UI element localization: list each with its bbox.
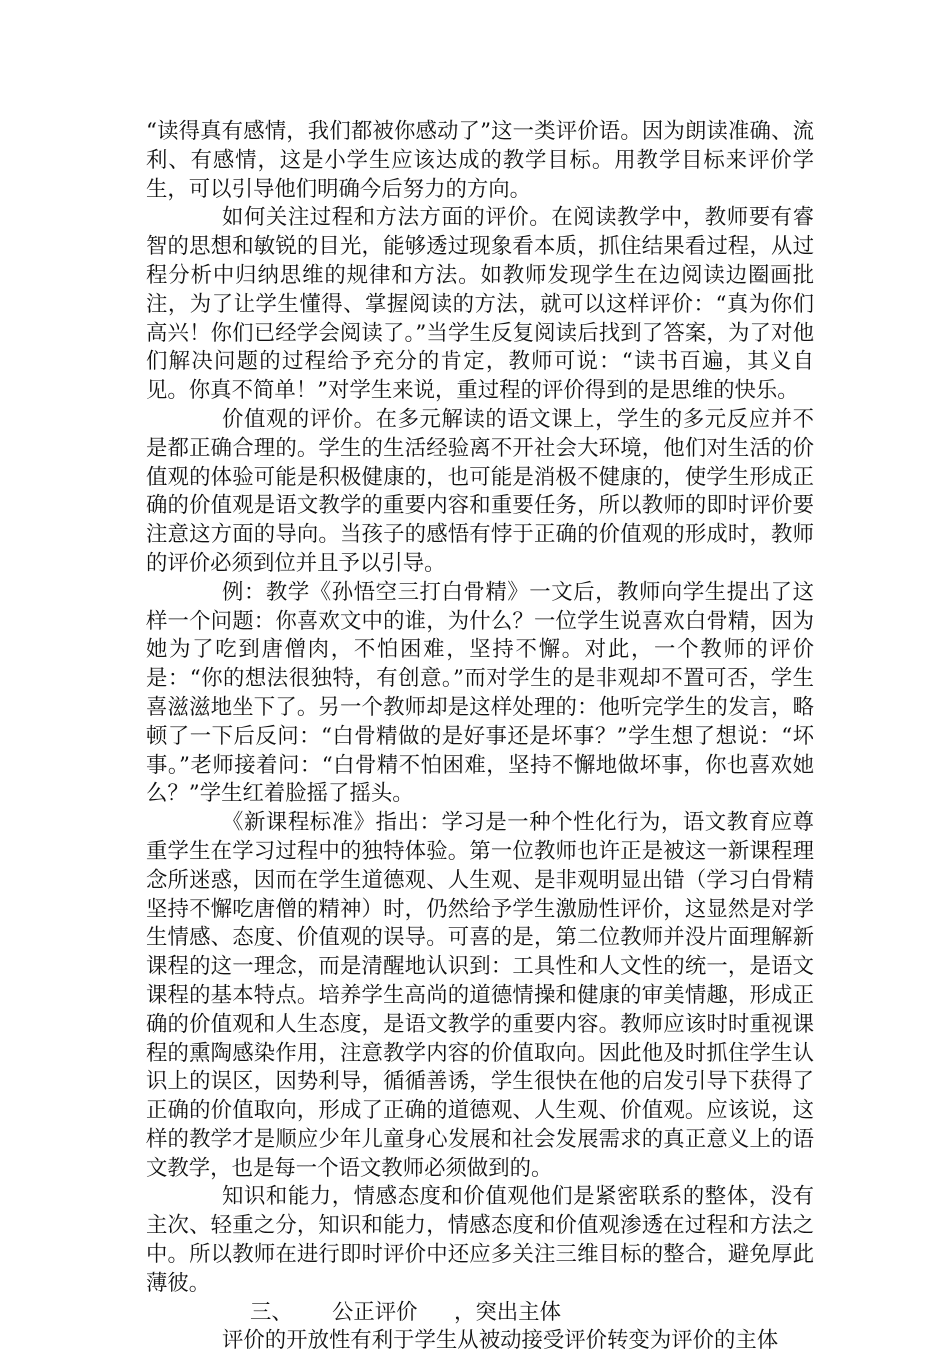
document-body bbox=[146, 118, 814, 1356]
paragraph-1: “读得真有感情，我们都被你感动了”这一类评价语。因为朗读准确、流利、有感情，这是小学生应该达成的教学目标。用教学目标来评价学生，可以引导他们明确今后努力的方向。 bbox=[146, 119, 814, 202]
paragraph-4: 例：教学《孙悟空三打白骨精》一文后，教师向学生提出了这样一个问题：你喜欢文中的谁，为什么？一位学生说喜欢白骨精，因为她为了吃到唐僧肉，不怕困难，坚持不懈。对此，一个教师的评价是：“你的想法很独特，有创意。”而对学生的是非观却不置可否，学生喜滋滋地坐下了。另一个教师却是这样处理的：他听完学生的发言，略顿了一下后反问：“白骨精做的是好事还是坏事？”学生想了想说：“坏事。”老师接着问：“白骨精不怕困难，坚持不懈地做坏事，你也喜欢她么？”学生红着脸摇了摇头。 bbox=[146, 579, 814, 807]
paragraph-2: 如何关注过程和方法方面的评价。在阅读教学中，教师要有睿智的思想和敏锐的目光，能够透过现象看本质，抓住结果看过程，从过程分析中归纳思维的规律和方法。如教师发现学生在边阅读边圈画批注，为了让学生懂得、掌握阅读的方法，就可以这样评价：“真为你们高兴！你们已经学会阅读了。”当学生反复阅读后找到了答案，为了对他们解决问题的过程给予充分的肯定，教师可说：“读书百遍，其义自见。你真不简单！”对学生来说，重过程的评价得到的是思维的快乐。 bbox=[146, 205, 814, 404]
paragraph-final: 评价的开放性有利于学生从被动接受评价转变为评价的主体 bbox=[222, 1328, 779, 1354]
section-number: 三、 bbox=[250, 1299, 293, 1325]
paragraph-5: 《新课程标准》指出：学习是一种个性化行为，语文教育应尊重学生在学习过程中的独特体验。第一位教师也许正是被这一新课程理念所迷惑，因而在学生道德观、人生观、是非观明显出错（学习白骨精坚持不懈吃唐僧的精神）时，仍然给予学生激励性评价，这显然是对学生情感、态度、价值观的误导。可喜的是，第二位教师并没片面理解新课程的这一理念，而是清醒地认识到：工具性和人文性的统一，是语文课程的基本特点。培养学生高尚的道德情操和健康的审美情趣，形成正确的价值观和人生态度，是语文教学的重要内容。教师应该时时重视课程的熏陶感染作用，注意教学内容的价值取向。因此他及时抓住学生认识上的误区，因势利导，循循善诱，学生很快在他的启发引导下获得了正确的价值取向，形成了正确的道德观、人生观、价值观。应该说，这样的教学才是顺应少年儿童身心发展和社会发展需求的真正意义上的语文教学，也是每一个语文教师必须做到的。 bbox=[146, 810, 814, 1181]
paragraph-6: 知识和能力，情感态度和价值观他们是紧密联系的整体，没有主次、轻重之分，知识和能力，情感态度和价值观渗透在过程和方法之中。所以教师在进行即时评价中还应多关注三维目标的整合，避免厚此薄彼。 bbox=[146, 1184, 814, 1296]
section-heading bbox=[146, 1299, 814, 1328]
section-title-part-b: ，突出主体 bbox=[454, 1299, 561, 1325]
section-title-part-a: 公正评价 bbox=[332, 1299, 418, 1325]
paragraph-3: 价值观的评价。在多元解读的语文课上，学生的多元反应并不是都正确合理的。学生的生活经验离不开社会大环境，他们对生活的价值观的体验可能是积极健康的，也可能是消极不健康的，使学生形成正确的价值观是语文教学的重要内容和重要任务，所以教师的即时评价要注意这方面的导向。当孩子的感悟有悖于正确的价值观的形成时，教师的评价必须到位并且予以引导。 bbox=[146, 406, 814, 576]
